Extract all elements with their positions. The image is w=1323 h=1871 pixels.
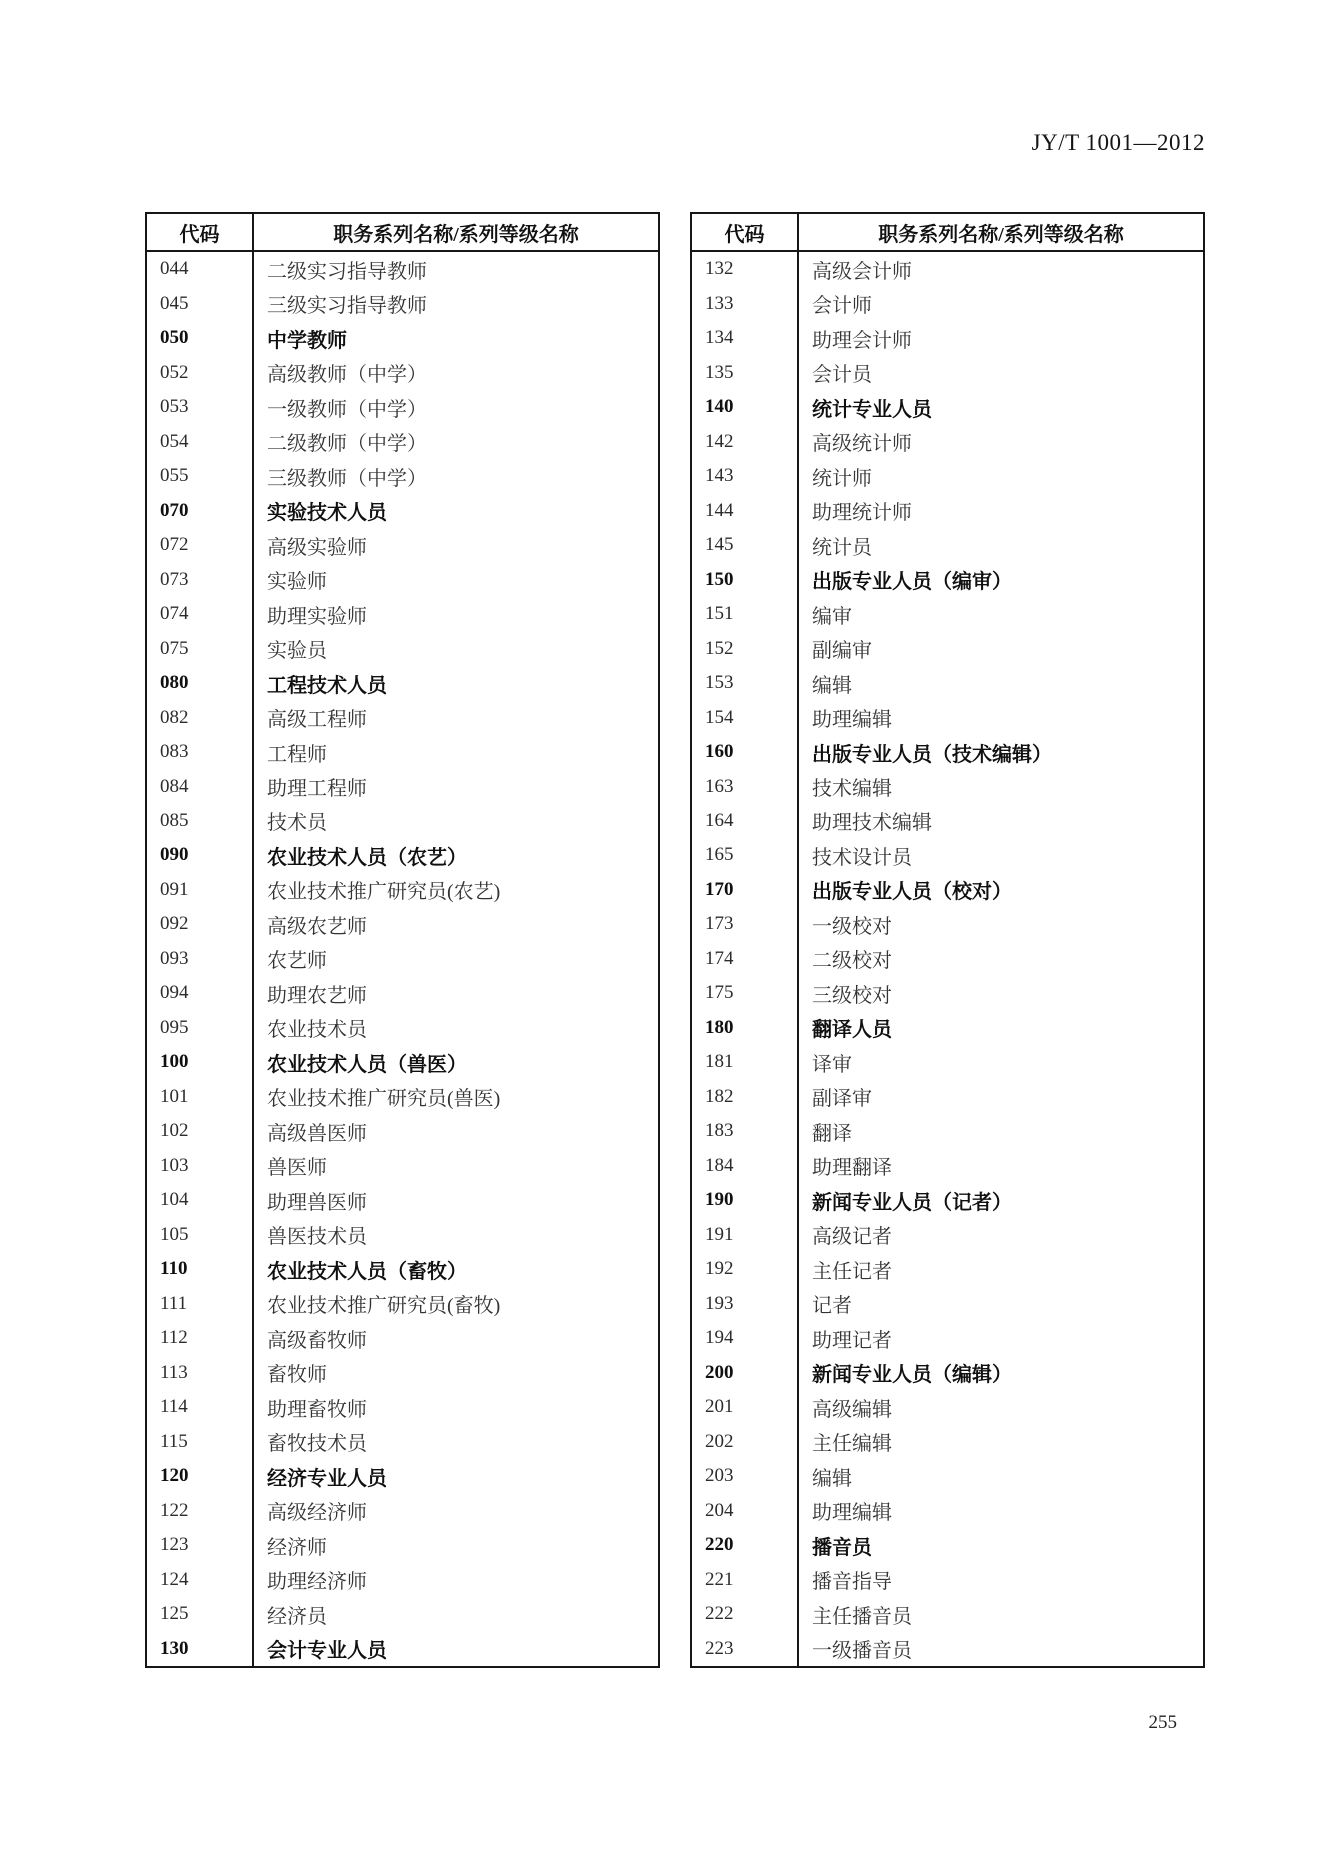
row-code: 120 — [147, 1459, 254, 1493]
row-name: 兽医技术员 — [267, 1226, 367, 1249]
row-code: 074 — [147, 597, 254, 631]
table-row — [147, 1114, 658, 1148]
table-row — [147, 735, 658, 769]
row-code: 192 — [692, 1252, 799, 1286]
row-code: 084 — [147, 769, 254, 803]
job-codes-table-right — [690, 212, 1205, 1668]
standard-number: JY/T 1001—2012 — [1031, 130, 1205, 155]
row-name: 三级教师（中学） — [267, 467, 427, 490]
row-name: 助理翻译 — [812, 1157, 892, 1180]
table-row — [692, 873, 1203, 907]
row-name: 翻译人员 — [812, 1019, 892, 1042]
row-code: 204 — [692, 1493, 799, 1527]
column-header-code: 代码 — [147, 214, 254, 250]
row-code: 145 — [692, 528, 799, 562]
row-name: 编辑 — [812, 674, 852, 697]
row-name: 实验员 — [267, 640, 327, 663]
table-row — [692, 942, 1203, 976]
table-row — [147, 1597, 658, 1631]
column-header-code: 代码 — [692, 214, 799, 250]
row-name: 助理会计师 — [812, 329, 912, 352]
table-row — [147, 1356, 658, 1390]
row-code: 202 — [692, 1424, 799, 1458]
row-name: 中学教师 — [267, 329, 347, 352]
row-name: 新闻专业人员（编辑） — [812, 1364, 1012, 1387]
row-name: 高级教师（中学） — [267, 364, 427, 387]
table-row — [692, 1459, 1203, 1493]
row-name: 高级记者 — [812, 1226, 892, 1249]
row-name: 助理畜牧师 — [267, 1398, 367, 1421]
table-row — [692, 459, 1203, 493]
table-row — [147, 1218, 658, 1252]
table-row — [692, 562, 1203, 596]
table-row — [147, 1011, 658, 1045]
table-row — [692, 838, 1203, 872]
row-code: 123 — [147, 1528, 254, 1562]
row-name: 助理经济师 — [267, 1571, 367, 1594]
row-name: 出版专业人员（校对） — [812, 881, 1012, 904]
row-name: 经济师 — [267, 1536, 327, 1559]
row-name: 高级统计师 — [812, 433, 912, 456]
row-code: 104 — [147, 1183, 254, 1217]
row-code: 184 — [692, 1149, 799, 1183]
row-code: 083 — [147, 735, 254, 769]
row-code: 114 — [147, 1390, 254, 1424]
row-code: 055 — [147, 459, 254, 493]
row-code: 115 — [147, 1424, 254, 1458]
row-name: 农业技术员 — [267, 1019, 367, 1042]
row-name: 农业技术人员（兽医） — [267, 1053, 467, 1076]
row-code: 191 — [692, 1218, 799, 1252]
table-row — [692, 1183, 1203, 1217]
row-name: 高级编辑 — [812, 1398, 892, 1421]
row-name: 新闻专业人员（记者） — [812, 1191, 1012, 1214]
table-row — [147, 1493, 658, 1527]
table-row — [692, 976, 1203, 1010]
table-header — [692, 214, 1203, 252]
row-code: 111 — [147, 1287, 254, 1321]
row-code: 125 — [147, 1597, 254, 1631]
row-name: 一级校对 — [812, 915, 892, 938]
row-name: 会计专业人员 — [267, 1640, 387, 1663]
row-name: 播音指导 — [812, 1571, 892, 1594]
row-code: 122 — [147, 1493, 254, 1527]
table-row — [147, 769, 658, 803]
table-row — [147, 1321, 658, 1355]
row-name: 农业技术人员（畜牧） — [267, 1260, 467, 1283]
row-name: 高级工程师 — [267, 709, 367, 732]
row-name: 二级教师（中学） — [267, 433, 427, 456]
row-name: 主任播音员 — [812, 1605, 912, 1628]
row-code: 170 — [692, 873, 799, 907]
row-code: 222 — [692, 1597, 799, 1631]
table-row — [147, 252, 658, 286]
row-name: 实验师 — [267, 571, 327, 594]
table-row — [692, 907, 1203, 941]
row-code: 173 — [692, 907, 799, 941]
row-code: 142 — [692, 424, 799, 458]
row-code: 073 — [147, 562, 254, 596]
row-name: 二级实习指导教师 — [267, 260, 427, 283]
row-name: 副译审 — [812, 1088, 872, 1111]
row-name: 助理实验师 — [267, 605, 367, 628]
row-code: 090 — [147, 838, 254, 872]
table-row — [692, 355, 1203, 389]
row-name: 助理技术编辑 — [812, 812, 932, 835]
row-code: 044 — [147, 252, 254, 286]
table-header — [147, 214, 658, 252]
table-row — [692, 390, 1203, 424]
table-row — [147, 1459, 658, 1493]
row-name: 翻译 — [812, 1122, 852, 1145]
table-row — [147, 597, 658, 631]
row-code: 150 — [692, 562, 799, 596]
row-code: 085 — [147, 804, 254, 838]
row-name: 助理编辑 — [812, 709, 892, 732]
table-row — [147, 804, 658, 838]
table-row — [692, 1149, 1203, 1183]
table-row — [692, 1321, 1203, 1355]
row-code: 220 — [692, 1528, 799, 1562]
table-row — [692, 735, 1203, 769]
row-code: 193 — [692, 1287, 799, 1321]
row-name: 技术员 — [267, 812, 327, 835]
row-name: 一级播音员 — [812, 1640, 912, 1663]
row-code: 070 — [147, 493, 254, 527]
row-code: 094 — [147, 976, 254, 1010]
row-name: 播音员 — [812, 1536, 872, 1559]
table-row — [147, 424, 658, 458]
table-row — [692, 1045, 1203, 1079]
row-name: 助理兽医师 — [267, 1191, 367, 1214]
table-row — [147, 1252, 658, 1286]
row-code: 201 — [692, 1390, 799, 1424]
row-name: 实验技术人员 — [267, 502, 387, 525]
row-code: 144 — [692, 493, 799, 527]
row-code: 102 — [147, 1114, 254, 1148]
table-row — [692, 252, 1203, 286]
row-name: 高级兽医师 — [267, 1122, 367, 1145]
table-row — [692, 1252, 1203, 1286]
table-row — [147, 942, 658, 976]
row-code: 132 — [692, 252, 799, 286]
row-code: 110 — [147, 1252, 254, 1286]
page-number: 255 — [1148, 1712, 1177, 1733]
row-name: 助理编辑 — [812, 1502, 892, 1525]
table-row — [147, 631, 658, 665]
row-name: 主任编辑 — [812, 1433, 892, 1456]
table-row — [692, 1424, 1203, 1458]
table-row — [692, 700, 1203, 734]
table-row — [692, 286, 1203, 320]
row-name: 主任记者 — [812, 1260, 892, 1283]
row-code: 100 — [147, 1045, 254, 1079]
row-code: 053 — [147, 390, 254, 424]
row-name: 助理记者 — [812, 1329, 892, 1352]
row-name: 农业技术推广研究员(农艺) — [267, 881, 501, 904]
row-code: 045 — [147, 286, 254, 320]
row-code: 052 — [147, 355, 254, 389]
row-name: 统计师 — [812, 467, 872, 490]
row-code: 082 — [147, 700, 254, 734]
row-name: 高级农艺师 — [267, 915, 367, 938]
row-name: 畜牧师 — [267, 1364, 327, 1387]
row-code: 140 — [692, 390, 799, 424]
table-row — [147, 459, 658, 493]
row-code: 221 — [692, 1562, 799, 1596]
table-row — [692, 1114, 1203, 1148]
table-row — [147, 493, 658, 527]
table-row — [147, 1562, 658, 1596]
table-row — [147, 666, 658, 700]
row-name: 编审 — [812, 605, 852, 628]
row-code: 183 — [692, 1114, 799, 1148]
row-name: 农业技术推广研究员(兽医) — [267, 1088, 501, 1111]
row-code: 075 — [147, 631, 254, 665]
table-row — [692, 1287, 1203, 1321]
table-row — [147, 1631, 658, 1665]
row-code: 124 — [147, 1562, 254, 1596]
row-code: 134 — [692, 321, 799, 355]
table-row — [692, 1390, 1203, 1424]
table-row — [147, 1149, 658, 1183]
table-row — [147, 700, 658, 734]
table-row — [147, 873, 658, 907]
row-code: 113 — [147, 1356, 254, 1390]
table-row — [147, 390, 658, 424]
table-row — [147, 1424, 658, 1458]
row-code: 182 — [692, 1080, 799, 1114]
row-name: 农业技术人员（农艺） — [267, 846, 467, 869]
row-code: 181 — [692, 1045, 799, 1079]
row-code: 154 — [692, 700, 799, 734]
row-name: 农艺师 — [267, 950, 327, 973]
row-name: 会计师 — [812, 295, 872, 318]
row-code: 223 — [692, 1631, 799, 1665]
row-name: 高级经济师 — [267, 1502, 367, 1525]
table-row — [147, 976, 658, 1010]
row-code: 190 — [692, 1183, 799, 1217]
row-code: 135 — [692, 355, 799, 389]
row-code: 091 — [147, 873, 254, 907]
table-row — [692, 493, 1203, 527]
row-code: 092 — [147, 907, 254, 941]
row-code: 152 — [692, 631, 799, 665]
table-row — [692, 1356, 1203, 1390]
row-code: 151 — [692, 597, 799, 631]
row-code: 130 — [147, 1631, 254, 1665]
table-row — [692, 1528, 1203, 1562]
row-code: 194 — [692, 1321, 799, 1355]
row-code: 165 — [692, 838, 799, 872]
row-name: 技术编辑 — [812, 778, 892, 800]
row-name: 畜牧技术员 — [267, 1433, 367, 1456]
table-row — [692, 1218, 1203, 1252]
row-name: 农业技术推广研究员(畜牧) — [267, 1295, 501, 1318]
job-codes-table-left — [145, 212, 660, 1668]
row-code: 103 — [147, 1149, 254, 1183]
table-row — [692, 1597, 1203, 1631]
table-row — [147, 562, 658, 596]
table-row — [147, 1287, 658, 1321]
table-row — [692, 769, 1203, 803]
row-code: 101 — [147, 1080, 254, 1114]
table-row — [147, 1183, 658, 1217]
row-name: 助理农艺师 — [267, 984, 367, 1007]
row-code: 054 — [147, 424, 254, 458]
row-code: 133 — [692, 286, 799, 320]
row-code: 180 — [692, 1011, 799, 1045]
row-name: 三级校对 — [812, 984, 892, 1007]
table-row — [692, 1562, 1203, 1596]
row-name: 统计员 — [812, 536, 872, 559]
row-code: 160 — [692, 735, 799, 769]
table-row — [147, 528, 658, 562]
column-header-name: 职务系列名称/系列等级名称 — [878, 223, 1124, 246]
row-name: 二级校对 — [812, 950, 892, 973]
table-row — [692, 1011, 1203, 1045]
row-code: 080 — [147, 666, 254, 700]
table-row — [692, 424, 1203, 458]
row-name: 工程师 — [267, 743, 327, 766]
row-code: 164 — [692, 804, 799, 838]
row-code: 163 — [692, 769, 799, 803]
table-row — [692, 804, 1203, 838]
row-code: 153 — [692, 666, 799, 700]
row-code: 050 — [147, 321, 254, 355]
table-row — [147, 1045, 658, 1079]
row-name: 经济员 — [267, 1605, 327, 1628]
table-row — [692, 321, 1203, 355]
row-name: 出版专业人员（编审） — [812, 571, 1012, 594]
row-code: 200 — [692, 1356, 799, 1390]
row-code: 203 — [692, 1459, 799, 1493]
row-name: 经济专业人员 — [267, 1467, 387, 1490]
row-name: 三级实习指导教师 — [267, 295, 427, 318]
table-row — [147, 1390, 658, 1424]
row-code: 095 — [147, 1011, 254, 1045]
table-row — [692, 631, 1203, 665]
table-row — [692, 528, 1203, 562]
table-row — [692, 1493, 1203, 1527]
row-name: 高级畜牧师 — [267, 1329, 367, 1352]
table-row — [147, 355, 658, 389]
table-row — [147, 1528, 658, 1562]
table-row — [147, 1080, 658, 1114]
row-name: 助理工程师 — [267, 778, 367, 800]
column-header-name: 职务系列名称/系列等级名称 — [333, 223, 579, 246]
row-name: 一级教师（中学） — [267, 398, 427, 421]
table-row — [692, 1080, 1203, 1114]
table-row — [147, 321, 658, 355]
table-body — [692, 252, 1203, 1666]
row-name: 高级实验师 — [267, 536, 367, 559]
table-row — [147, 838, 658, 872]
row-name: 兽医师 — [267, 1157, 327, 1180]
table-body — [147, 252, 658, 1666]
row-name: 会计员 — [812, 364, 872, 387]
row-code: 093 — [147, 942, 254, 976]
row-name: 技术设计员 — [812, 846, 912, 869]
row-name: 工程技术人员 — [267, 674, 387, 697]
row-code: 112 — [147, 1321, 254, 1355]
row-name: 记者 — [812, 1295, 852, 1318]
table-row — [692, 1631, 1203, 1665]
row-name: 出版专业人员（技术编辑） — [812, 743, 1052, 766]
row-code: 143 — [692, 459, 799, 493]
row-name: 编辑 — [812, 1467, 852, 1490]
row-code: 175 — [692, 976, 799, 1010]
row-name: 统计专业人员 — [812, 398, 932, 421]
row-code: 174 — [692, 942, 799, 976]
row-name: 副编审 — [812, 640, 872, 663]
row-name: 高级会计师 — [812, 260, 912, 283]
row-code: 105 — [147, 1218, 254, 1252]
table-row — [147, 286, 658, 320]
row-code: 072 — [147, 528, 254, 562]
row-name: 译审 — [812, 1053, 852, 1076]
table-row — [692, 666, 1203, 700]
table-row — [147, 907, 658, 941]
table-row — [692, 597, 1203, 631]
row-name: 助理统计师 — [812, 502, 912, 525]
